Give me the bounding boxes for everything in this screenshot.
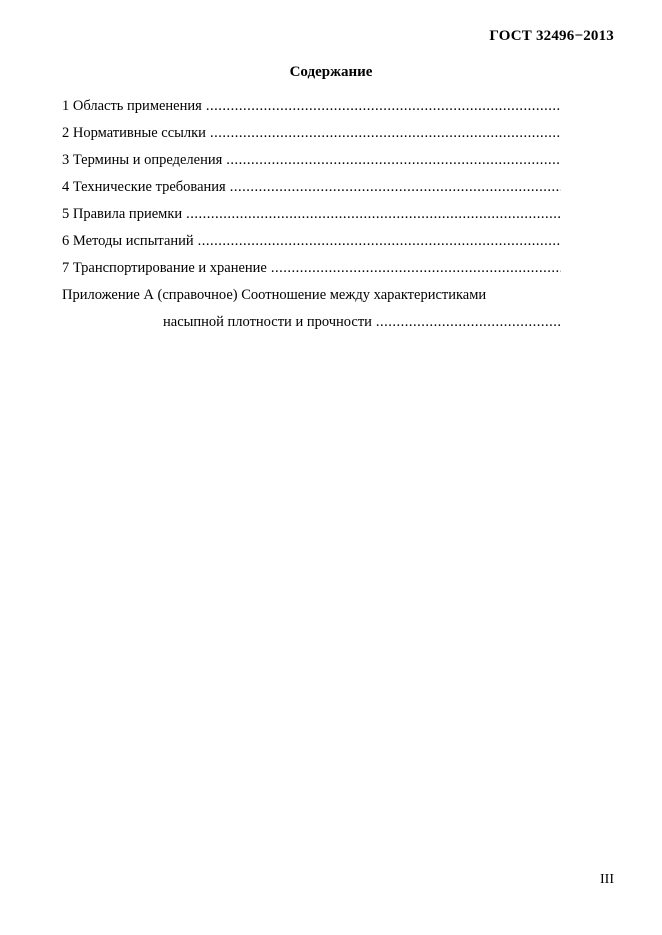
toc-item-technical-requirements[interactable]: [62, 178, 561, 205]
toc-leader-dots: [206, 97, 561, 116]
toc-leader-dots: [230, 178, 561, 197]
page-number: III: [600, 872, 614, 887]
toc-leader-dots: [376, 313, 561, 332]
toc-item-scope[interactable]: [62, 97, 561, 124]
toc-item-label: насыпной плотности и прочности: [163, 314, 372, 330]
standard-code: ГОСТ 32496−2013: [489, 28, 614, 44]
toc-item-acceptance-rules[interactable]: [62, 205, 561, 232]
toc-appendix-a-title[interactable]: Приложение А (справочное) Соотношение между характеристиками: [62, 287, 487, 303]
toc-item-transport-storage[interactable]: [62, 259, 561, 286]
toc-leader-dots: [210, 124, 561, 143]
toc-item-test-methods[interactable]: [62, 232, 561, 259]
toc-item-label: 5 Правила приемки: [62, 206, 183, 222]
toc-item-label: 3 Термины и определения: [62, 152, 223, 168]
toc-item-label: 6 Методы испытаний: [62, 233, 194, 249]
toc-appendix-a[interactable]: [62, 313, 561, 340]
toc-item-label: 1 Область применения: [62, 98, 202, 114]
toc-item-terms[interactable]: [62, 151, 561, 178]
toc-leader-dots: [271, 259, 561, 278]
toc-leader-dots: [226, 151, 561, 170]
toc-item-normative-references[interactable]: [62, 124, 561, 151]
toc-leader-dots: [198, 232, 561, 251]
table-of-contents: [62, 97, 561, 340]
toc-title: Содержание: [289, 64, 373, 80]
toc-item-label: 7 Транспортирование и хранение: [62, 260, 267, 276]
toc-item-label: 4 Технические требования: [62, 179, 226, 195]
toc-item-label: 2 Нормативные ссылки: [62, 125, 206, 141]
toc-leader-dots: [186, 205, 561, 224]
